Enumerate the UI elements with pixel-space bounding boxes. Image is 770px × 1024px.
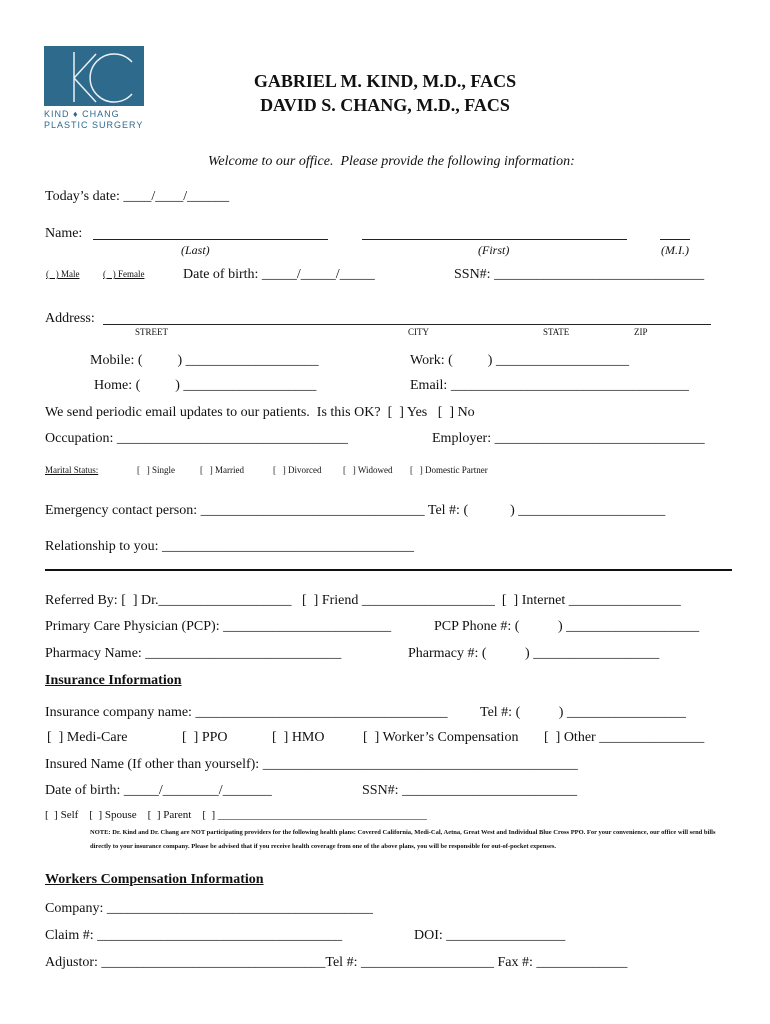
wc-claim-field[interactable]: Claim #: ___________________________________: [45, 928, 343, 943]
insurance-company-field[interactable]: Insurance company name: ____________________________________: [45, 705, 448, 720]
plan-other-checkbox[interactable]: [ ] Other _______________: [544, 730, 705, 745]
email-field[interactable]: Email: __________________________________: [410, 378, 689, 393]
address-label: Address:: [45, 311, 95, 326]
ssn-field[interactable]: SSN#: ______________________________: [454, 267, 705, 282]
doctor-1-title: GABRIEL M. KIND, M.D., FACS: [253, 71, 517, 91]
insurance-heading: Insurance Information: [45, 673, 182, 688]
marital-divorced-checkbox[interactable]: [ ] Divorced: [273, 465, 322, 475]
plan-hmo-checkbox[interactable]: [ ] HMO: [272, 730, 325, 745]
marital-widowed-checkbox[interactable]: [ ] Widowed: [343, 465, 393, 475]
occupation-field[interactable]: Occupation: _________________________________: [45, 431, 348, 446]
insured-ssn-field[interactable]: SSN#: _________________________: [362, 783, 578, 798]
pharmacy-name-field[interactable]: Pharmacy Name: ____________________________: [45, 646, 342, 661]
section-divider: [45, 569, 732, 571]
wc-adjustor-field[interactable]: Adjustor: ________________________________Tel #: ___________________ Fax #: _____________: [45, 955, 628, 970]
marital-domestic-partner-checkbox[interactable]: [ ] Domestic Partner: [410, 465, 488, 475]
pcp-field[interactable]: Primary Care Physician (PCP): ________________________: [45, 619, 392, 634]
street-caption: STREET: [135, 327, 168, 337]
wc-company-field[interactable]: Company: ______________________________________: [45, 901, 373, 916]
logo-line-2: PLASTIC SURGERY: [44, 120, 144, 130]
mi-line[interactable]: [660, 239, 690, 240]
mobile-field[interactable]: Mobile: ( ) ___________________: [90, 353, 319, 368]
employer-field[interactable]: Employer: ______________________________: [432, 431, 705, 446]
insured-dob-field[interactable]: Date of birth: _____/________/_______: [45, 783, 272, 798]
doctor-2-title: DAVID S. CHANG, M.D., FACS: [260, 95, 510, 115]
wc-doi-field[interactable]: DOI: _________________: [414, 928, 566, 943]
plan-ppo-checkbox[interactable]: [ ] PPO: [182, 730, 228, 745]
mi-caption: (M.I.): [661, 243, 689, 257]
last-name-line[interactable]: [93, 239, 328, 240]
state-caption: STATE: [543, 327, 570, 337]
emergency-contact-field[interactable]: Emergency contact person: ________________________________ Tel #: ( ) _____________________: [45, 503, 666, 518]
workers-comp-heading: Workers Compensation Information: [45, 872, 264, 887]
zip-caption: ZIP: [634, 327, 648, 337]
work-phone-field[interactable]: Work: ( ) ___________________: [410, 353, 629, 368]
first-name-caption: (First): [478, 243, 510, 257]
email-updates-question[interactable]: We send periodic email updates to our patients. Is this OK? [ ] Yes [ ] No: [45, 405, 475, 420]
plan-medicare-checkbox[interactable]: [ ] Medi-Care: [47, 730, 128, 745]
plan-workers-comp-checkbox[interactable]: [ ] Worker’s Compensation: [363, 730, 519, 745]
name-label: Name:: [45, 226, 83, 241]
insured-name-field[interactable]: Insured Name (If other than yourself): _____________________________________________: [45, 757, 578, 772]
referred-by-field[interactable]: Referred By: [ ] Dr.___________________ [ ] Friend ___________________ [ ] Internet ________________: [45, 593, 681, 608]
city-caption: CITY: [408, 327, 429, 337]
marital-single-checkbox[interactable]: [ ] Single: [137, 465, 175, 475]
logo-line-1: KIND ♦ CHANG: [44, 109, 120, 119]
last-name-caption: (Last): [181, 243, 210, 257]
first-name-line[interactable]: [362, 239, 627, 240]
pcp-phone-field[interactable]: PCP Phone #: ( ) ___________________: [434, 619, 700, 634]
dob-field[interactable]: Date of birth: _____/_____/_____: [183, 267, 375, 282]
marital-status-label: Marital Status:: [45, 465, 99, 475]
home-phone-field[interactable]: Home: ( ) ___________________: [94, 378, 317, 393]
pharmacy-phone-field[interactable]: Pharmacy #: ( ) __________________: [408, 646, 660, 661]
insurance-tel-field[interactable]: Tel #: ( ) _________________: [480, 705, 686, 720]
welcome-text: Welcome to our office. Please provide the following information:: [208, 154, 575, 169]
marital-married-checkbox[interactable]: [ ] Married: [200, 465, 244, 475]
insurance-note: NOTE: Dr. Kind and Dr. Chang are NOT participating providers for the following health plans: Covered California, Medi-Cal, Aetna, Great West and Individual Blue Cross PPO. For your convenience, our office will send bills directly to your insurance company. Please be advised that if you receive health coverage from one of the above plans, you will be responsible for out-of-pocket expenses.: [90, 829, 716, 850]
relationship-field[interactable]: Relationship to you: ____________________________________: [45, 539, 415, 554]
todays-date-field[interactable]: Today’s date: ____/____/______: [45, 189, 230, 204]
male-checkbox[interactable]: ( ) Male: [46, 269, 80, 279]
address-line[interactable]: [103, 324, 711, 325]
female-checkbox[interactable]: ( ) Female: [103, 269, 145, 279]
insured-relation-field[interactable]: [ ] Self [ ] Spouse [ ] Parent [ ] ______________________________________: [45, 809, 427, 821]
